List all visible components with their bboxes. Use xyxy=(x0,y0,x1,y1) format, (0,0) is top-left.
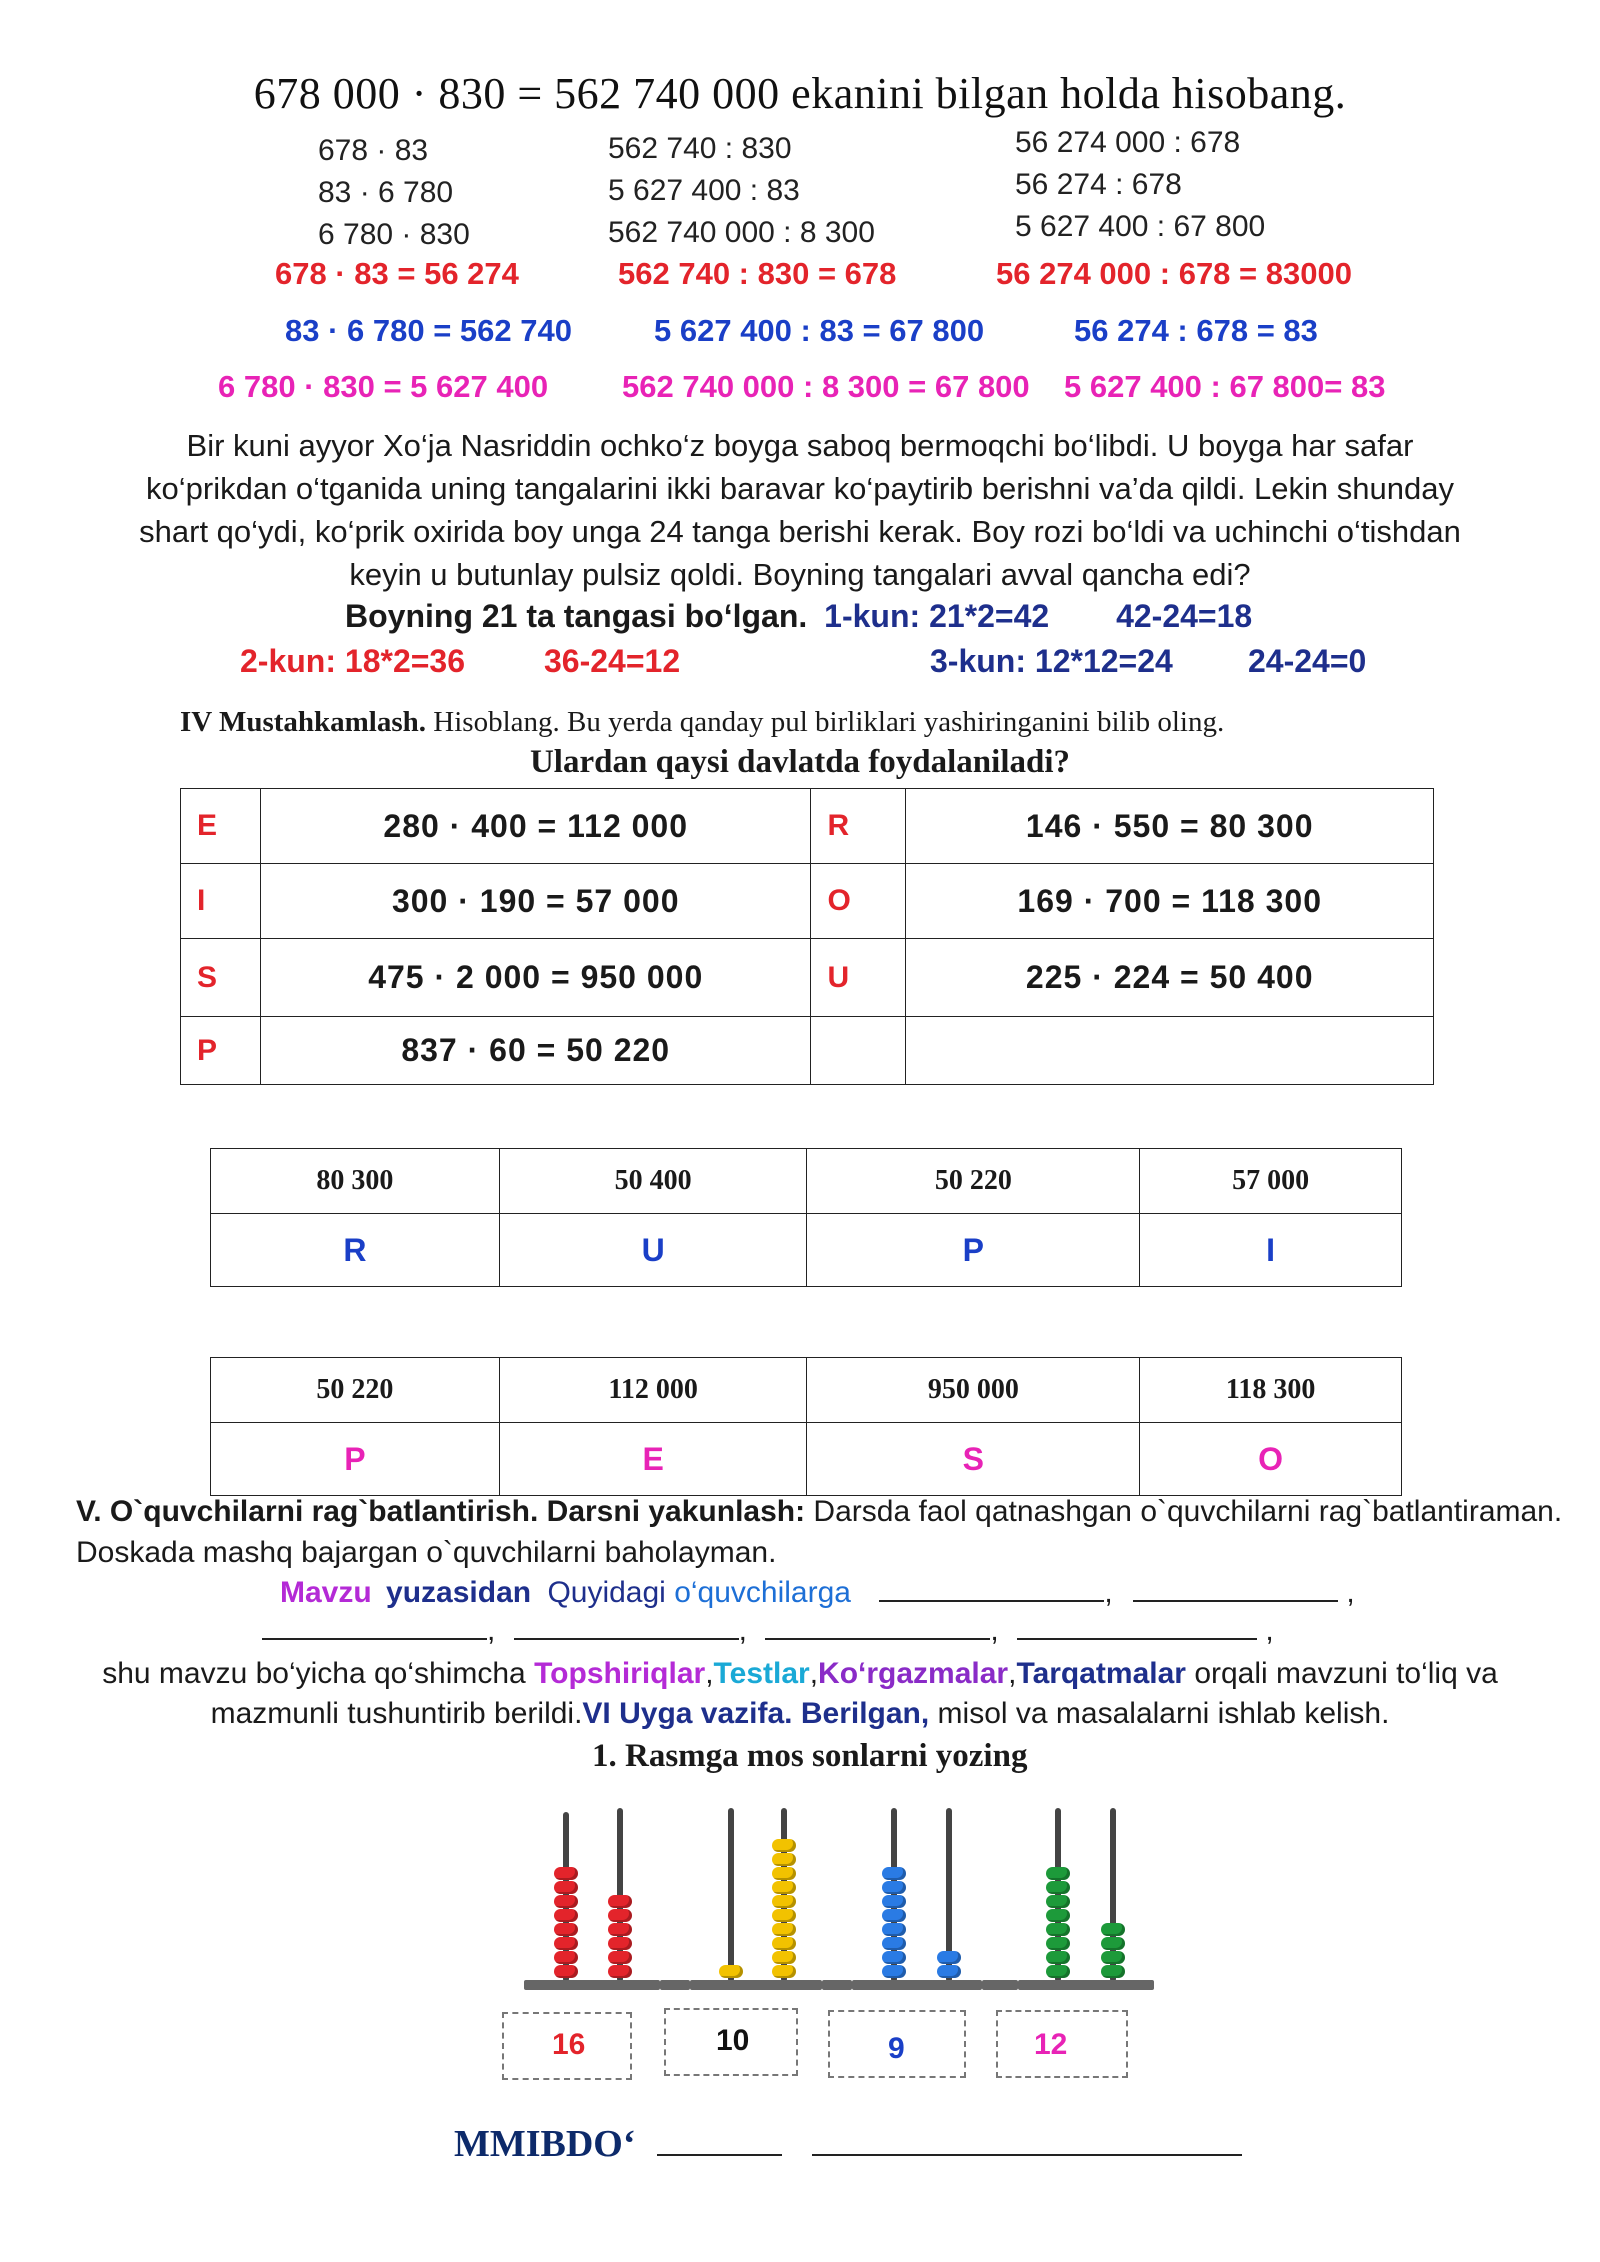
page-title: 678 000 · 830 = 562 740 000 ekanini bilgan holda hisobang. xyxy=(253,69,1347,118)
abacus-bead xyxy=(882,1867,906,1880)
section-4-text: Hisoblang. Bu yerda qanday pul birliklari yashiringanini bilib oling. xyxy=(426,706,1225,738)
word-testlar: Testlar xyxy=(713,1657,810,1690)
abacus-bead xyxy=(882,1881,906,1894)
key-letter: I xyxy=(1140,1214,1402,1287)
abacus-bead xyxy=(554,1951,578,1964)
day-1: 1-kun: 21*2=42 xyxy=(824,598,1050,634)
blank-line xyxy=(812,2154,1242,2156)
section-5-line-3: Mavzu yuzasidan Quyidagi o‘quvchilarga , , xyxy=(280,1576,1355,1609)
abacus-bead xyxy=(772,1839,796,1852)
answer-red-2: 562 740 : 830 = 678 xyxy=(618,256,897,291)
answer-blue-3: 56 274 : 678 = 83 xyxy=(1074,313,1318,348)
cell-expression: 146 · 550 = 80 300 xyxy=(906,789,1434,864)
task-item: 678 · 83 xyxy=(318,134,429,167)
abacus-bead xyxy=(554,1867,578,1880)
abacus-bead xyxy=(1046,1923,1070,1936)
story-line: keyin u butunlay pulsiz qoldi. Boyning tangalari avval qancha edi? xyxy=(349,557,1251,592)
abacus-bead xyxy=(1046,1937,1070,1950)
abacus-bead xyxy=(554,1909,578,1922)
section-5-blanks: , , , , xyxy=(262,1614,1274,1648)
word-oquvchilarga: o‘quvchilarga xyxy=(674,1576,851,1609)
cell-expression: 280 · 400 = 112 000 xyxy=(260,789,811,864)
key-letter: P xyxy=(211,1423,500,1496)
abacus-base xyxy=(690,1980,822,1990)
abacus-bead xyxy=(554,1965,578,1978)
abacus-answer-3: 9 xyxy=(888,2032,905,2065)
task-item: 56 274 000 : 678 xyxy=(1015,126,1241,159)
word-tarqatmalar: Tarqatmalar xyxy=(1016,1657,1186,1690)
abacus-bead xyxy=(608,1951,632,1964)
section-5-heading: V. O`quvchilarni rag`batlantirish. Darsni yakunlash: xyxy=(76,1495,806,1528)
answer-magenta-2: 562 740 000 : 8 300 = 67 800 xyxy=(622,369,1030,404)
task-item: 6 780 · 830 xyxy=(318,218,470,251)
abacus-bead xyxy=(772,1867,796,1880)
abacus-bead xyxy=(882,1923,906,1936)
abacus-bead xyxy=(772,1937,796,1950)
text-fragment: mazmunli tushuntirib berildi. xyxy=(210,1697,583,1730)
abacus-rod xyxy=(728,1808,734,1982)
text-fragment: shu mavzu bo‘yicha qo‘shimcha xyxy=(102,1657,535,1690)
key-value: 118 300 xyxy=(1140,1358,1402,1423)
abacus-bead xyxy=(772,1965,796,1978)
abacus-bead xyxy=(554,1937,578,1950)
abacus-bead xyxy=(1101,1965,1125,1978)
abacus-bead xyxy=(608,1909,632,1922)
section-6-heading: VI Uyga vazifa. Berilgan, xyxy=(582,1697,930,1730)
cell-letter: O xyxy=(811,864,906,939)
section-5-line-2: Doskada mashq bajargan o`quvchilarni baholayman. xyxy=(76,1536,777,1569)
abacus-bead xyxy=(882,1965,906,1978)
abacus-bead xyxy=(608,1937,632,1950)
abacus-bead xyxy=(882,1937,906,1950)
task-item: 5 627 400 : 83 xyxy=(608,174,800,207)
cell-letter: E xyxy=(181,789,261,864)
key-value: 112 000 xyxy=(499,1358,807,1423)
key-letter: P xyxy=(807,1214,1140,1287)
story-line: Bir kuni ayyor Xo‘ja Nasriddin ochko‘z boyga saboq bermoqchi bo‘libdi. U boyga har safar xyxy=(186,428,1414,463)
key-value: 50 220 xyxy=(211,1358,500,1423)
abacus-answer-2: 10 xyxy=(716,2024,750,2057)
cell-letter: I xyxy=(181,864,261,939)
word-quyidagi: Quyidagi xyxy=(547,1576,666,1609)
answer-blue-2: 5 627 400 : 83 = 67 800 xyxy=(654,313,985,348)
story-line: ko‘prikdan o‘tganida uning tangalarini ikki baravar ko‘paytirib berishni va’da qildi. Lekin shunday xyxy=(146,471,1454,506)
abacus-bead xyxy=(1101,1951,1125,1964)
cell-expression: 475 · 2 000 = 950 000 xyxy=(260,939,811,1017)
abacus-bead xyxy=(608,1923,632,1936)
cell-expression: 225 · 224 = 50 400 xyxy=(906,939,1434,1017)
task-item: 5 627 400 : 67 800 xyxy=(1015,210,1266,243)
section-5-text: Darsda faol qatnashgan o`quvchilarni rag`batlantiraman. xyxy=(805,1495,1563,1528)
abacus-base xyxy=(660,1980,690,1990)
abacus-bead xyxy=(937,1965,961,1978)
exercise-title: 1. Rasmga mos sonlarni yozing xyxy=(592,1738,1028,1774)
blank-line xyxy=(657,2154,782,2156)
answer-red-3: 56 274 000 : 678 = 83000 xyxy=(996,256,1352,291)
cell-expression: 300 · 190 = 57 000 xyxy=(260,864,811,939)
story-line: shart qo‘ydi, ko‘prik oxirida boy unga 24 tanga berishi kerak. Boy rozi bo‘ldi va uchinchi o‘tishdan xyxy=(139,514,1461,549)
abacus-base xyxy=(1018,1980,1154,1990)
day-2: 2-kun: 18*2=36 xyxy=(240,643,466,679)
task-item: 56 274 : 678 xyxy=(1015,168,1182,201)
abacus-bead xyxy=(1046,1965,1070,1978)
abacus-bead xyxy=(882,1951,906,1964)
cell-letter: R xyxy=(811,789,906,864)
key-value: 57 000 xyxy=(1140,1149,1402,1214)
word-korgazmalar: Ko‘rgazmalar xyxy=(818,1657,1009,1690)
key-letter: O xyxy=(1140,1423,1402,1496)
key-value: 950 000 xyxy=(807,1358,1140,1423)
section-5-line-4: shu mavzu bo‘yicha qo‘shimcha Topshiriqlar,Testlar,Ko‘rgazmalar,Tarqatmalar orqali mavzuni to‘liq va xyxy=(102,1657,1498,1690)
text-fragment: orqali mavzuni to‘liq va xyxy=(1185,1657,1498,1690)
abacus-base xyxy=(822,1980,852,1990)
task-item: 83 · 6 780 xyxy=(318,176,454,209)
abacus-bead xyxy=(772,1853,796,1866)
abacus-bead xyxy=(1046,1895,1070,1908)
cell-expression: 169 · 700 = 118 300 xyxy=(906,864,1434,939)
text-fragment: misol va masalalarni ishlab kelish. xyxy=(929,1697,1390,1730)
answer-magenta-1: 6 780 · 830 = 5 627 400 xyxy=(218,369,549,404)
abacus-bead xyxy=(719,1965,743,1978)
key-value: 80 300 xyxy=(211,1149,500,1214)
abacus-base xyxy=(852,1980,982,1990)
solution-answer: Boyning 21 ta tangasi bo‘lgan. xyxy=(345,598,808,634)
key-letter: E xyxy=(499,1423,807,1496)
key-letter: U xyxy=(499,1214,807,1287)
day-1-result: 42-24=18 xyxy=(1116,598,1253,634)
abacus-bead xyxy=(772,1881,796,1894)
answer-magenta-3: 5 627 400 : 67 800= 83 xyxy=(1064,369,1386,404)
key-letter: S xyxy=(807,1423,1140,1496)
day-3: 3-kun: 12*12=24 xyxy=(930,643,1173,679)
abacus-bead xyxy=(882,1909,906,1922)
cell-letter: S xyxy=(181,939,261,1017)
section-4-question: Ulardan qaysi davlatda foydalaniladi? xyxy=(529,744,1071,780)
abacus-bead xyxy=(608,1895,632,1908)
abacus-bead xyxy=(1046,1909,1070,1922)
footer-label: MMIBDO‘ xyxy=(454,2123,636,2165)
answer-red-1: 678 · 83 = 56 274 xyxy=(275,256,519,291)
abacus-answer-4: 12 xyxy=(1034,2028,1068,2061)
abacus-bead xyxy=(772,1909,796,1922)
abacus-base xyxy=(982,1980,1018,1990)
abacus-bead xyxy=(1046,1881,1070,1894)
abacus-answer-1: 16 xyxy=(552,2028,586,2061)
day-2-result: 36-24=12 xyxy=(544,643,681,679)
abacus-bead xyxy=(882,1895,906,1908)
abacus-bead xyxy=(1101,1923,1125,1936)
abacus-bead xyxy=(554,1895,578,1908)
abacus-bead xyxy=(608,1965,632,1978)
task-item: 562 740 : 830 xyxy=(608,132,792,165)
abacus-bead xyxy=(554,1881,578,1894)
cell-letter: U xyxy=(811,939,906,1017)
cell-expression: 837 · 60 = 50 220 xyxy=(260,1017,811,1085)
cell-letter: P xyxy=(181,1017,261,1085)
footer xyxy=(454,2122,1242,2166)
answer-blue-1: 83 · 6 780 = 562 740 xyxy=(285,313,572,348)
key-value: 50 400 xyxy=(499,1149,807,1214)
section-4-heading: IV Mustahkamlash. xyxy=(180,706,427,738)
abacus-bead xyxy=(554,1923,578,1936)
abacus-bead xyxy=(772,1923,796,1936)
abacus-bead xyxy=(1101,1937,1125,1950)
key-value: 50 220 xyxy=(807,1149,1140,1214)
abacus-bead xyxy=(937,1951,961,1964)
word-mavzu: Mavzu xyxy=(280,1576,372,1609)
day-3-result: 24-24=0 xyxy=(1248,643,1367,679)
abacus-bead xyxy=(772,1895,796,1908)
abacus-bead xyxy=(1046,1951,1070,1964)
key-letter: R xyxy=(211,1214,500,1287)
task-item: 562 740 000 : 8 300 xyxy=(608,216,875,249)
word-yuzasidan: yuzasidan xyxy=(386,1576,532,1609)
word-topshiriqlar: Topshiriqlar xyxy=(534,1657,706,1690)
abacus-bead xyxy=(772,1951,796,1964)
abacus-bead xyxy=(1046,1867,1070,1880)
abacus-base xyxy=(524,1980,660,1990)
